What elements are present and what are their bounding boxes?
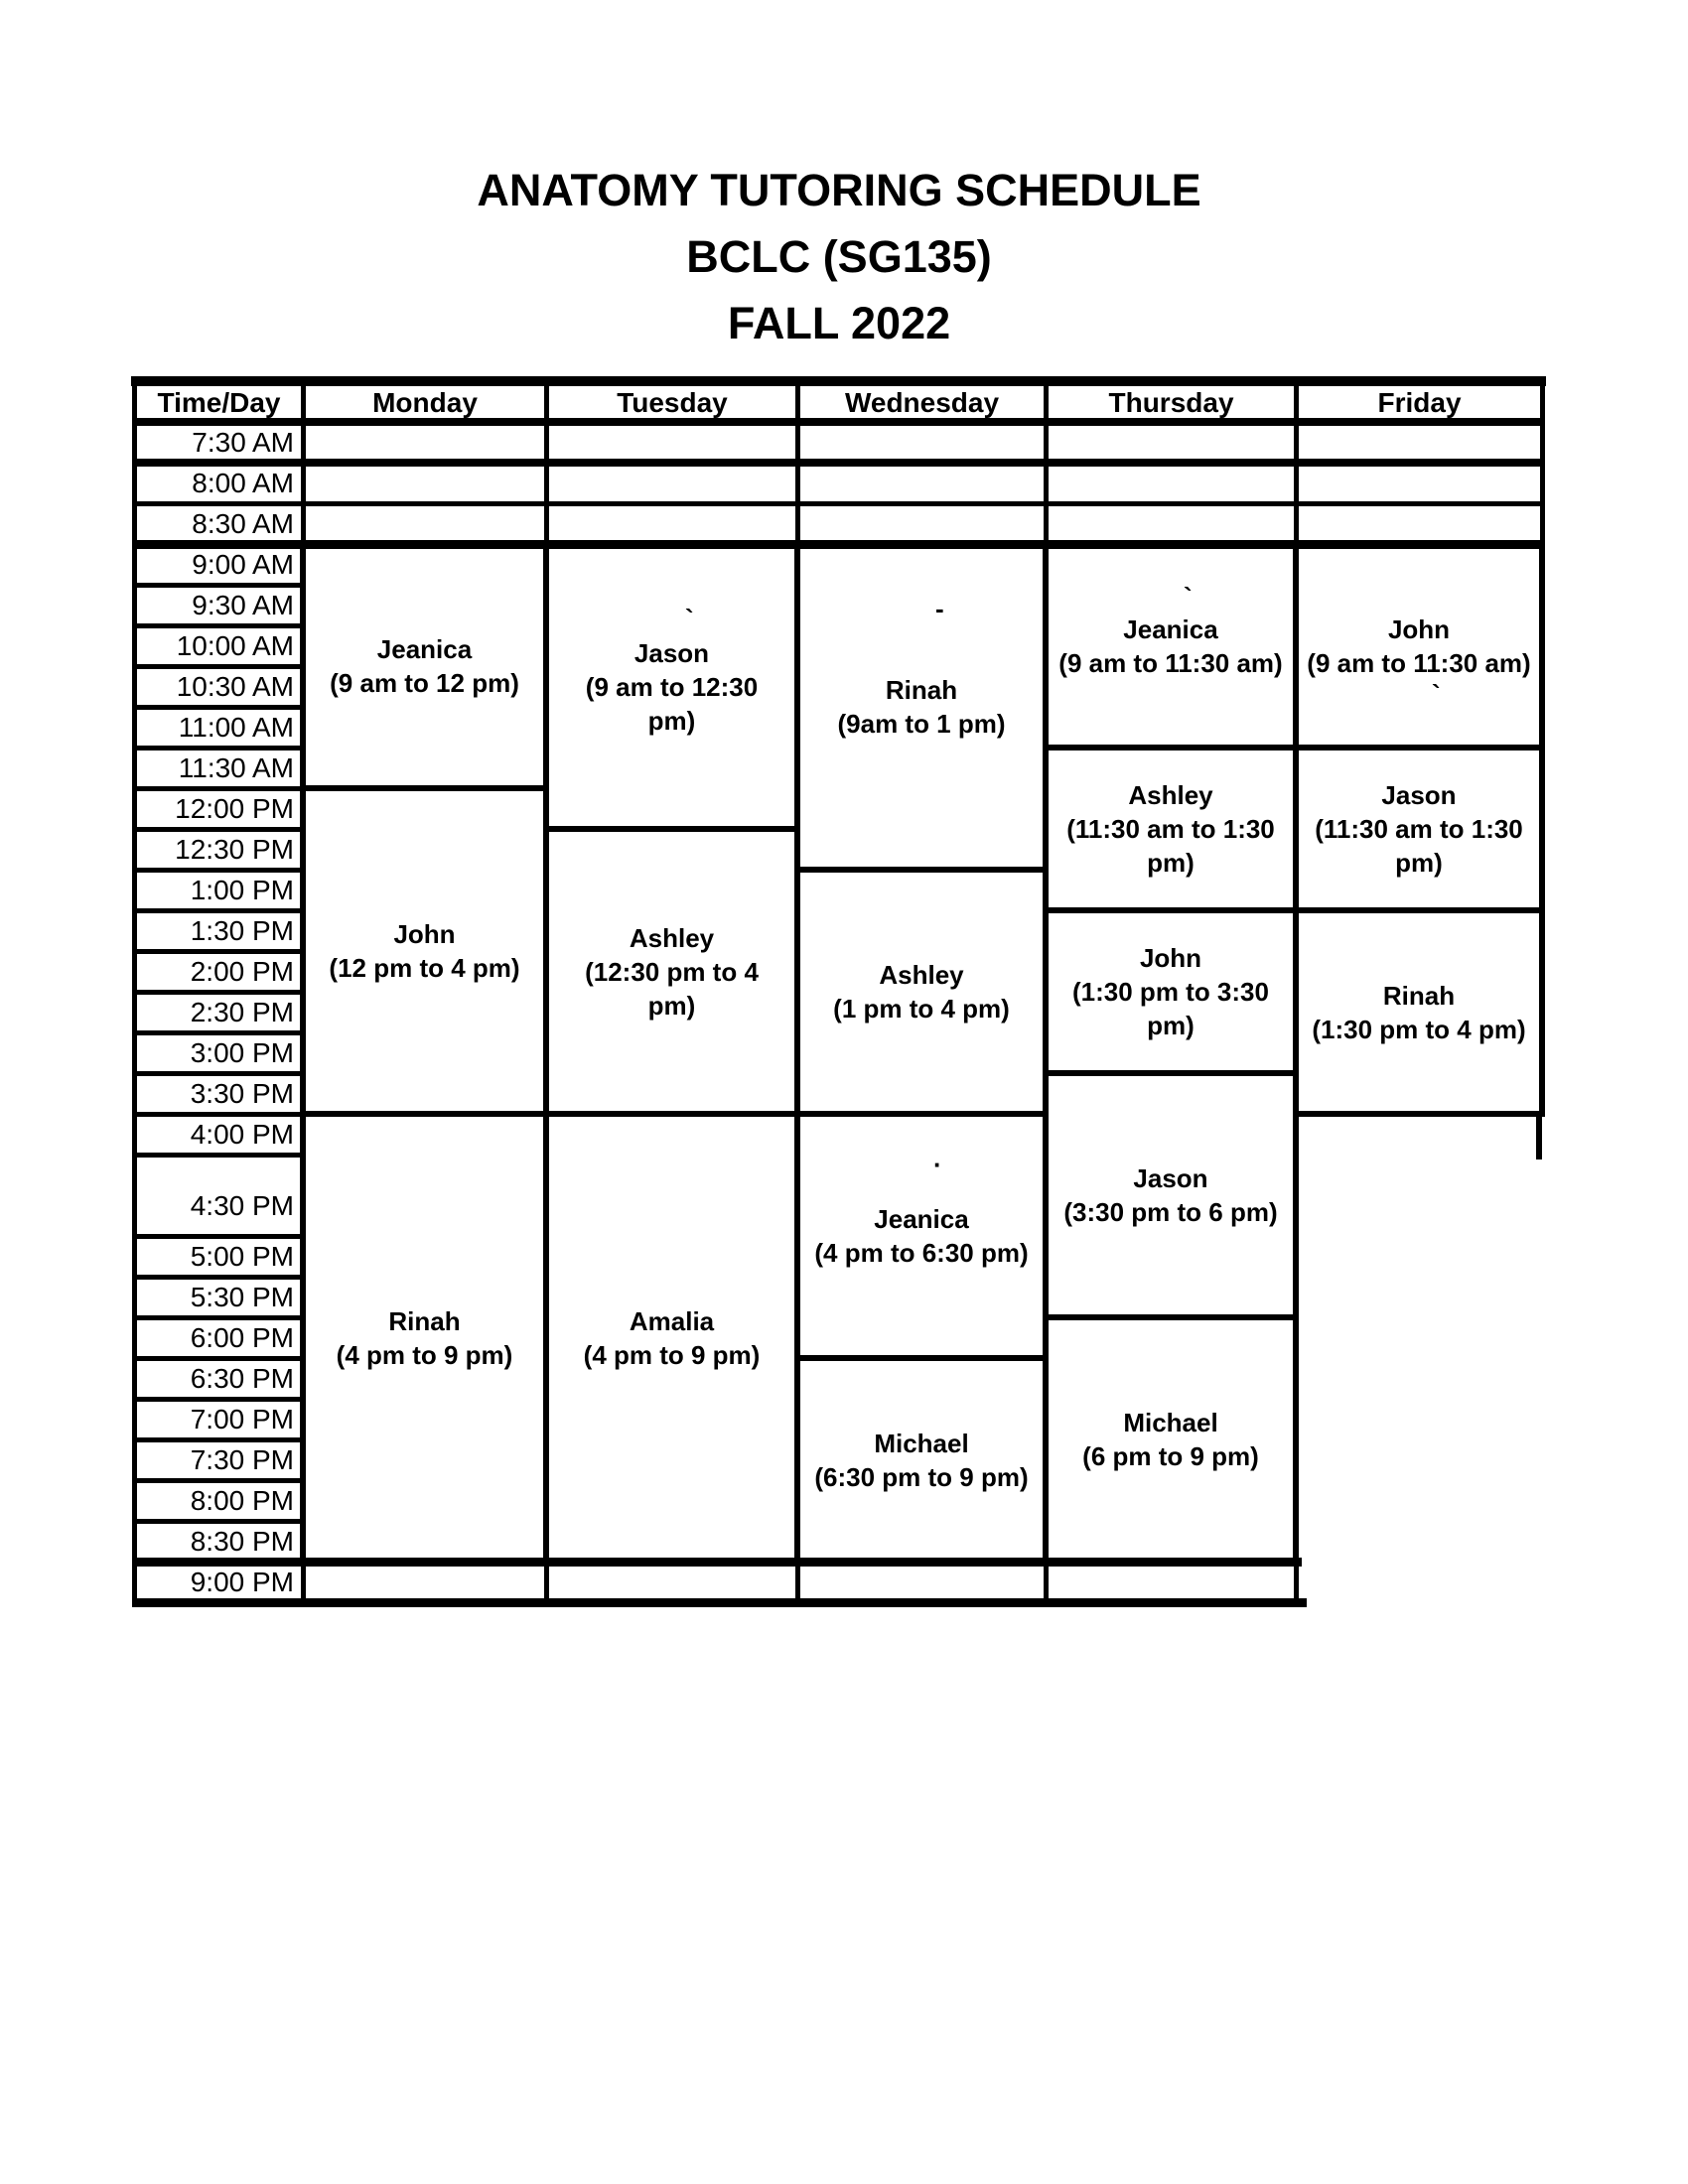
time-cell-4-00-pm: 4:00 PM xyxy=(132,1112,306,1158)
time-cell-1-00-pm: 1:00 PM xyxy=(132,868,306,913)
row-730am-bottom-border xyxy=(132,459,1545,467)
shift-thursday-john xyxy=(1043,907,1299,1076)
table-top-border xyxy=(131,376,1546,386)
shift-wednesday-ashley xyxy=(794,867,1049,1117)
time-cell-2-30-pm: 2:30 PM xyxy=(132,990,306,1035)
time-cell-12-00-pm: 12:00 PM xyxy=(132,786,306,832)
time-cell-9-30-am: 9:30 AM xyxy=(132,583,306,628)
shift-time-range-line: (4 pm to 9 pm) xyxy=(583,1339,761,1370)
time-cell-8-30-am: 8:30 AM xyxy=(132,501,306,547)
shift-tutor-name: Amalia xyxy=(629,1305,715,1336)
shift-time-range-line: (12 pm to 4 pm) xyxy=(329,953,520,983)
shift-time-range-line: (9 am to 12:30 xyxy=(585,671,759,702)
header-bottom-border xyxy=(132,418,1545,426)
section-divider-9am xyxy=(132,540,1545,549)
shift-time-range-line: pm) xyxy=(1147,848,1195,878)
shift-time-range-line: (9 am to 11:30 am) xyxy=(1307,647,1531,678)
shift-tutor-name: Ashley xyxy=(879,960,964,990)
shift-tutor-name: Ashley xyxy=(629,922,715,953)
shift-tutor-name: John xyxy=(1139,943,1202,973)
shift-tutor-name: Ashley xyxy=(1128,780,1213,810)
shift-time-range-line: (4 pm to 6:30 pm) xyxy=(814,1238,1029,1268)
shift-monday-jeanica xyxy=(300,541,549,791)
shift-time-range-line: (6:30 pm to 9 pm) xyxy=(814,1461,1029,1492)
time-cell-1-30-pm: 1:30 PM xyxy=(132,908,306,954)
shift-time-range-line: (1 pm to 4 pm) xyxy=(833,994,1010,1024)
shift-tutor-name: Jason xyxy=(1381,780,1457,810)
shift-wednesday-michael xyxy=(794,1355,1049,1565)
time-cell-9-00-pm: 9:00 PM xyxy=(132,1560,306,1605)
shift-thursday-ashley xyxy=(1043,745,1299,913)
time-cell-7-00-pm: 7:00 PM xyxy=(132,1397,306,1442)
shift-wednesday-jeanica xyxy=(794,1111,1049,1361)
time-cell-6-00-pm: 6:00 PM xyxy=(132,1315,306,1361)
empty-cell-monday-8-00-am xyxy=(301,461,549,506)
shift-time-range-line: (11:30 am to 1:30 xyxy=(1066,814,1275,844)
time-cell-11-00-am: 11:00 AM xyxy=(132,705,306,751)
table-bottom-border xyxy=(132,1598,1307,1607)
shift-tutor-name: Rinah xyxy=(885,675,958,705)
shift-time-range-line: (9am to 1 pm) xyxy=(837,709,1006,739)
shift-friday-rinah xyxy=(1293,907,1545,1117)
day-header-tuesday: Tuesday xyxy=(544,380,800,425)
time-cell-5-00-pm: 5:00 PM xyxy=(132,1234,306,1280)
shift-tutor-name: John xyxy=(393,919,456,949)
shift-friday-jason xyxy=(1293,745,1545,913)
shift-time-range-line: (9 am to 11:30 am) xyxy=(1058,647,1283,678)
day-header-thursday: Thursday xyxy=(1044,380,1299,425)
shift-time-range-line: (11:30 am to 1:30 xyxy=(1315,814,1523,844)
time-cell-9-00-am: 9:00 AM xyxy=(132,542,306,588)
shift-tutor-name: Rinah xyxy=(388,1305,461,1336)
empty-cell-tuesday-8-00-am xyxy=(544,461,800,506)
shift-friday-john xyxy=(1293,541,1545,751)
stray-mark: ` xyxy=(1184,582,1193,612)
stray-mark: ` xyxy=(685,604,694,633)
shift-time-range-line: (1:30 pm to 3:30 xyxy=(1072,977,1269,1007)
shift-time-range-line: pm) xyxy=(1147,1011,1195,1040)
time-cell-12-30-pm: 12:30 PM xyxy=(132,827,306,873)
time-cell-3-00-pm: 3:00 PM xyxy=(132,1030,306,1076)
shift-tuesday-ashley xyxy=(543,826,800,1117)
time-cell-10-30-am: 10:30 AM xyxy=(132,664,306,710)
shift-time-range-line: (4 pm to 9 pm) xyxy=(336,1339,513,1370)
shift-tutor-name: Jeanica xyxy=(874,1204,969,1234)
shift-tutor-name: Jeanica xyxy=(376,634,473,664)
shift-tuesday-amalia xyxy=(543,1111,800,1565)
shift-tutor-name: Jeanica xyxy=(1123,614,1218,644)
shift-tutor-name: Michael xyxy=(874,1428,969,1458)
divider-above-9pm-row xyxy=(132,1558,1302,1567)
page-title xyxy=(0,157,1678,356)
shift-tutor-name: Rinah xyxy=(1382,980,1456,1011)
time-cell-2-00-pm: 2:00 PM xyxy=(132,949,306,995)
day-header-monday: Monday xyxy=(301,380,549,425)
corner-header-cell: Time/Day xyxy=(132,380,306,425)
time-cell-8-30-pm: 8:30 PM xyxy=(132,1519,306,1565)
title-line-1: ANATOMY TUTORING SCHEDULE xyxy=(477,165,1201,215)
title-line-3: FALL 2022 xyxy=(727,298,951,348)
empty-cell-friday-8-00-am xyxy=(1294,461,1545,506)
time-cell-11-30-am: 11:30 AM xyxy=(132,746,306,791)
shift-thursday-michael xyxy=(1043,1314,1299,1565)
shift-time-range-line: (6 pm to 9 pm) xyxy=(1082,1441,1259,1471)
empty-cell-wednesday-8-00-am xyxy=(795,461,1049,506)
time-cell-5-30-pm: 5:30 PM xyxy=(132,1275,306,1320)
shift-tutor-name: John xyxy=(1387,614,1451,644)
time-cell-7-30-pm: 7:30 PM xyxy=(132,1437,306,1483)
shift-time-range-line: pm) xyxy=(647,990,696,1021)
day-header-friday: Friday xyxy=(1294,380,1545,425)
time-cell-10-00-am: 10:00 AM xyxy=(132,623,306,669)
stray-mark: · xyxy=(933,1150,942,1179)
friday-column-right-stub xyxy=(1536,1114,1542,1160)
shift-time-range-line: (3:30 pm to 6 pm) xyxy=(1063,1197,1278,1227)
shift-time-range-line: (9 am to 12 pm) xyxy=(330,668,519,698)
time-cell-8-00-am: 8:00 AM xyxy=(132,461,306,506)
time-cell-6-30-pm: 6:30 PM xyxy=(132,1356,306,1402)
shift-time-range-line: pm) xyxy=(1395,848,1443,878)
title-line-2: BCLC (SG135) xyxy=(686,231,992,282)
time-cell-8-00-pm: 8:00 PM xyxy=(132,1478,306,1524)
shift-time-range-line: pm) xyxy=(647,705,696,736)
shift-monday-rinah xyxy=(300,1111,549,1565)
shift-tutor-name: Jason xyxy=(1133,1163,1208,1193)
stray-mark: ` xyxy=(1432,679,1441,709)
empty-cell-thursday-8-00-am xyxy=(1044,461,1299,506)
time-cell-7-30-am: 7:30 AM xyxy=(132,420,306,466)
shift-monday-john xyxy=(300,785,549,1117)
shift-tutor-name: Michael xyxy=(1123,1408,1218,1437)
stray-mark: - xyxy=(935,594,944,623)
shift-time-range-line: (12:30 pm to 4 xyxy=(585,956,759,987)
shift-wednesday-rinah xyxy=(794,541,1049,873)
shift-tuesday-jason xyxy=(543,541,800,832)
shift-tutor-name: Jason xyxy=(633,637,710,668)
time-cell-4-30-pm: 4:30 PM xyxy=(132,1153,306,1239)
time-cell-3-30-pm: 3:30 PM xyxy=(132,1071,306,1117)
day-header-wednesday: Wednesday xyxy=(795,380,1049,425)
shift-time-range-line: (1:30 pm to 4 pm) xyxy=(1312,1014,1526,1044)
shift-thursday-jeanica xyxy=(1043,541,1299,751)
shift-thursday-jason xyxy=(1043,1070,1299,1320)
